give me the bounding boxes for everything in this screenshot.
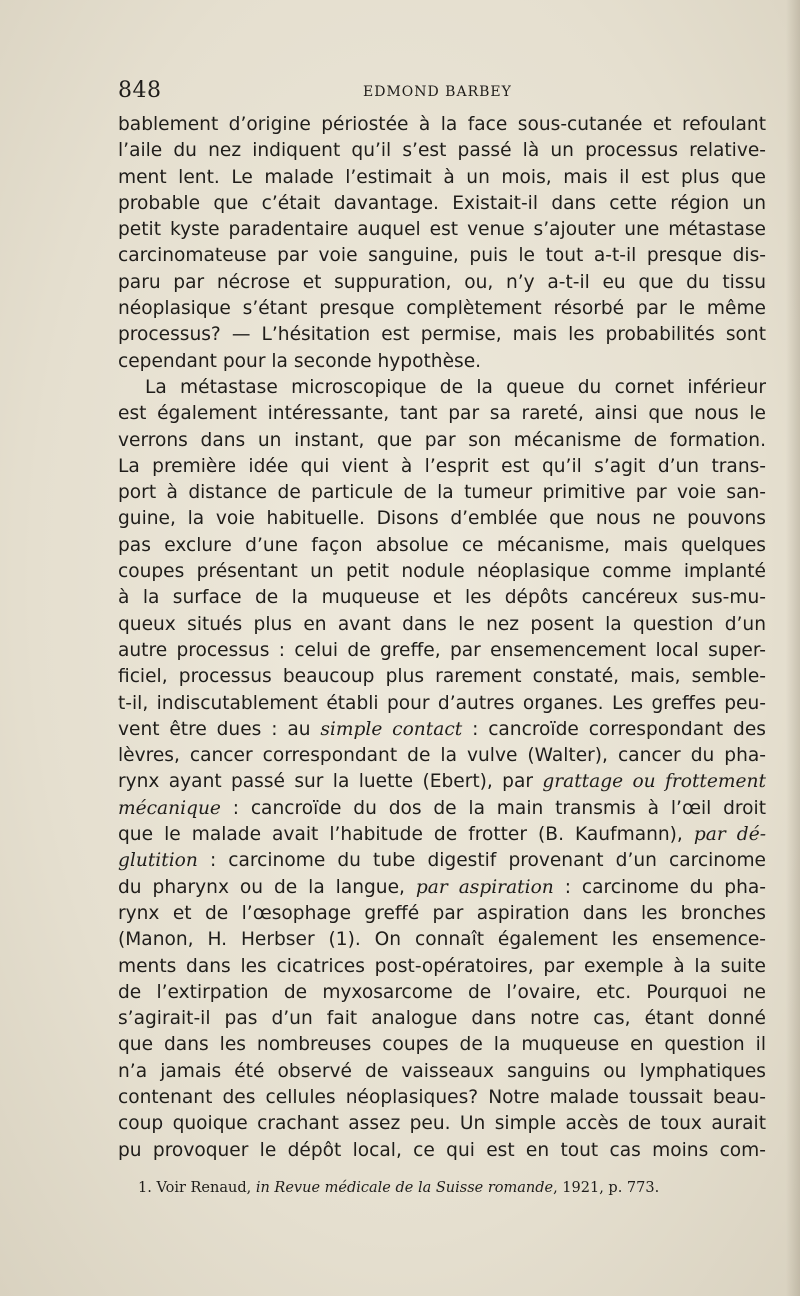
- text-line: coup quoique crachant assez peu. Un simple accès de toux aurait: [118, 1113, 766, 1135]
- paragraph-start: La métastase microscopique de la queue du cornet inférieur: [145, 376, 766, 398]
- text-line: petit kyste paradentaire auquel est venue s’ajouter une métastase: [118, 219, 766, 241]
- text-line: vent être dues : au simple contact : cancroïde correspondant des: [118, 718, 766, 740]
- text-line: bablement d’origine périostée à la face sous-cutanée et refoulant: [118, 114, 766, 135]
- footnote-number: 1.: [138, 1180, 152, 1196]
- text-line: néoplasique s’étant presque complètement résorbé par le même: [118, 298, 766, 320]
- text-line: cependant pour la seconde hypothèse.: [118, 350, 482, 372]
- text-line: La première idée qui vient à l’esprit est qu’il s’agit d’un trans-: [118, 455, 766, 477]
- text-line: que le malade avait l’habitude de frotter (B. Kaufmann), par dé-: [118, 824, 766, 846]
- italic-phrase: par dé-: [693, 824, 766, 846]
- text-line: t-il, indiscutablement établi pour d’autres organes. Les greffes peu-: [118, 692, 766, 714]
- body-text: [118, 112, 766, 1164]
- text-line: queux situés plus en avant dans le nez posent la question d’un: [118, 613, 766, 635]
- text-line: du pharynx ou de la langue, par aspiration : carcinome du pha-: [118, 876, 767, 898]
- text-line: ment lent. Le malade l’estimait à un mois, mais il est plus que: [118, 166, 766, 188]
- text-line: ments dans les cicatrices post-opératoires, par exemple à la suite: [118, 955, 766, 977]
- text-line: n’a jamais été observé de vaisseaux sanguins ou lymphatiques: [118, 1060, 766, 1082]
- text-line: port à distance de particule de la tumeur primitive par voie san-: [118, 482, 766, 504]
- text-line: rynx ayant passé sur la luette (Ebert), par grattage ou frottement: [118, 771, 766, 793]
- text-line: coupes présentant un petit nodule néoplasique comme implanté: [118, 561, 766, 583]
- text-line: (Manon, H. Herbser (1). On connaît également les ensemence-: [118, 929, 766, 951]
- text-line: guine, la voie habituelle. Disons d’emblée que nous ne pouvons: [118, 508, 766, 530]
- footnote-citation: in Revue médicale de la Suisse romande: [255, 1180, 554, 1196]
- footnote: 1. Voir Renaud, in Revue médicale de la Suisse romande, 1921, p. 773.: [138, 1180, 660, 1196]
- text-line: s’agirait-il pas d’un fait analogue dans notre cas, étant donné: [118, 1008, 766, 1030]
- text-line: probable que c’était davantage. Existait-il dans cette région un: [118, 192, 766, 214]
- text-line: rynx et de l’œsophage greffé par aspiration dans les bronches: [118, 902, 766, 924]
- text-line: mécanique : cancroïde du dos de la main transmis à l’œil droit: [118, 797, 766, 819]
- text-line: carcinomateuse par voie sanguine, puis le tout a-t-il presque dis-: [118, 245, 766, 267]
- italic-phrase: par aspiration: [415, 876, 554, 898]
- text-line: à la surface de la muqueuse et les dépôts cancéreux sus-mu-: [118, 587, 766, 609]
- page-number: 848: [118, 78, 162, 103]
- text-line: contenant des cellules néoplasiques? Notre malade toussait beau-: [118, 1086, 766, 1108]
- text-line: lèvres, cancer correspondant de la vulve (Walter), cancer du pha-: [118, 745, 766, 767]
- text-line: pas exclure d’une façon absolue ce mécanisme, mais quelques: [118, 534, 766, 556]
- text-line: verrons dans un instant, que par son mécanisme de formation.: [118, 429, 766, 451]
- text-line: est également intéressante, tant par sa rareté, ainsi que nous le: [118, 403, 766, 425]
- text-line: de l’extirpation de myxosarcome de l’ovaire, etc. Pourquoi ne: [118, 981, 766, 1003]
- running-head: [118, 78, 770, 106]
- text-line: pu provoquer le dépôt local, ce qui est en tout cas moins com-: [118, 1139, 766, 1161]
- running-title: EDMOND BARBEY: [363, 84, 512, 100]
- text-line: ficiel, processus beaucoup plus rarement constaté, mais, semble-: [118, 666, 766, 688]
- italic-phrase: mécanique: [118, 797, 221, 819]
- text-line: processus? — L’hésitation est permise, mais les probabilités sont: [118, 324, 766, 346]
- italic-phrase: glutition: [118, 850, 198, 872]
- text-line: l’aile du nez indiquent qu’il s’est passé là un processus relative-: [118, 140, 766, 162]
- page-edge-shadow: [786, 0, 800, 1296]
- text-line: glutition : carcinome du tube digestif provenant d’un carcinome: [118, 850, 766, 872]
- italic-phrase: simple contact: [320, 718, 463, 740]
- text-line: paru par nécrose et suppuration, ou, n’y a-t-il eu que du tissu: [118, 271, 766, 293]
- text-line: autre processus : celui de greffe, par ensemencement local super-: [118, 639, 766, 661]
- italic-phrase: grattage ou frottement: [542, 771, 766, 793]
- text-line: que dans les nombreuses coupes de la muqueuse en question il: [118, 1034, 766, 1056]
